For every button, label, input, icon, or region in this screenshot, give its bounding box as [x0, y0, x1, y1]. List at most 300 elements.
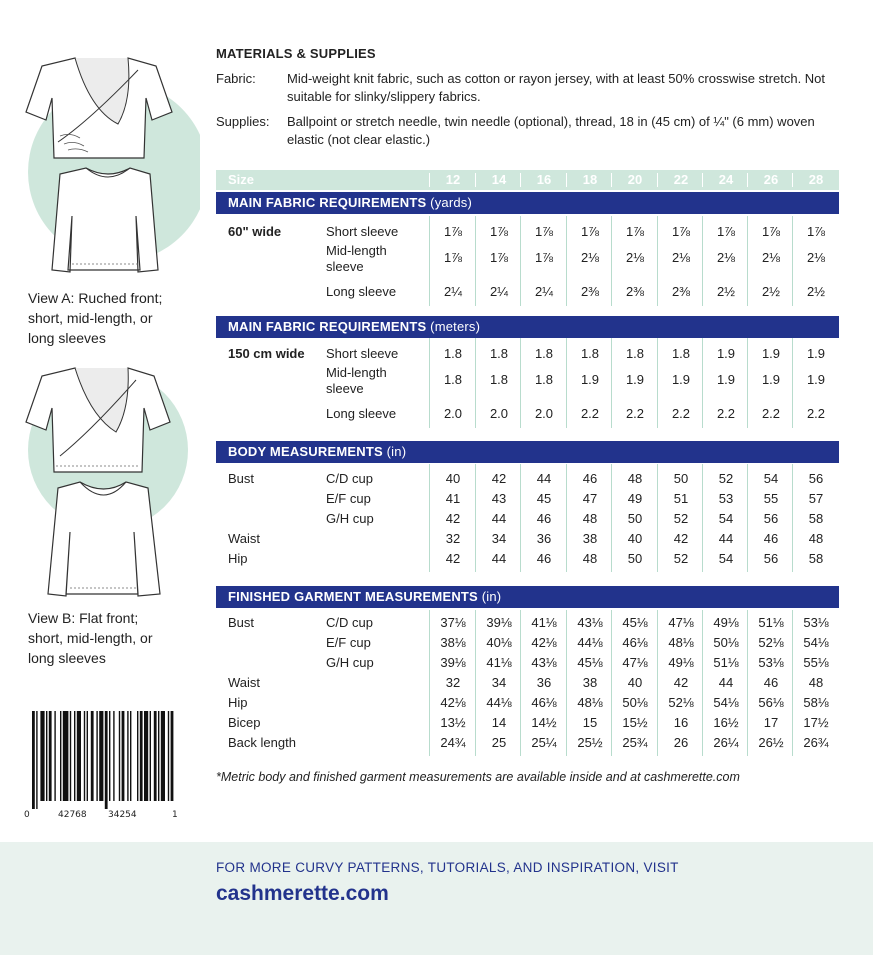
- finished-column-divider: [475, 610, 476, 756]
- body-cell: 41: [445, 491, 461, 506]
- body-cell: 58: [808, 511, 824, 526]
- finished-cell: 38: [582, 675, 598, 690]
- yards-cell: 1⅞: [443, 224, 463, 239]
- finished-cell: 48⅛: [668, 635, 694, 650]
- finished-column-divider: [429, 610, 430, 756]
- supplies-row: [216, 113, 827, 149]
- body-cell: 50: [673, 471, 689, 486]
- yards-cell: 1⅞: [761, 224, 781, 239]
- body-row-label: E/F cup: [326, 491, 371, 506]
- yards-cell: 1⅞: [625, 224, 645, 239]
- finished-column-divider: [747, 610, 748, 756]
- finished-cell: 48⅛: [577, 695, 603, 710]
- meters-row-label: Long sleeve: [326, 406, 397, 421]
- body-column-divider: [747, 464, 748, 572]
- meters-cell: 1.8: [489, 372, 509, 387]
- meters-cell: 1.9: [761, 372, 781, 387]
- barcode-bar: [127, 711, 128, 801]
- finished-cell: 52⅛: [668, 695, 694, 710]
- finished-cell: 53⅛: [803, 615, 829, 630]
- body-cell: 44: [718, 531, 734, 546]
- finished-cell: 50⅛: [622, 695, 648, 710]
- barcode-bar: [158, 711, 159, 801]
- size-28: 28: [808, 172, 824, 187]
- finished-cell: 52⅛: [758, 635, 784, 650]
- barcode-bar: [171, 711, 174, 801]
- meters-cell: 2.2: [671, 406, 691, 421]
- body-cell: 48: [582, 511, 598, 526]
- size-separator: [792, 173, 793, 187]
- finished-cell: 42: [673, 675, 689, 690]
- body-column-divider: [657, 464, 658, 572]
- meters-cell: 1.8: [534, 372, 554, 387]
- finished-row-label: C/D cup: [326, 615, 373, 630]
- finished-cell: 45⅛: [622, 615, 648, 630]
- yards-column-divider: [792, 216, 793, 306]
- yards-cell: 2⅜: [625, 284, 645, 299]
- body-column-divider: [429, 464, 430, 572]
- body-cell: 56: [808, 471, 824, 486]
- finished-cell: 17: [763, 715, 779, 730]
- meters-cell: 1.9: [716, 372, 736, 387]
- finished-cell: 42⅛: [440, 695, 466, 710]
- meters-cell: 2.2: [806, 406, 826, 421]
- finished-column-divider: [611, 610, 612, 756]
- body-column-divider: [566, 464, 567, 572]
- barcode-bar: [140, 711, 143, 801]
- yards-cell: 1⅞: [443, 250, 463, 265]
- body-cell: 46: [582, 471, 598, 486]
- barcode-bar: [60, 711, 61, 801]
- meters-cell: 2.2: [716, 406, 736, 421]
- body-cell: 44: [491, 551, 507, 566]
- finished-cell: 47⅛: [622, 655, 648, 670]
- size-12: 12: [445, 172, 461, 187]
- body-column-divider: [520, 464, 521, 572]
- body-column-divider: [611, 464, 612, 572]
- meters-cell: 2.0: [443, 406, 463, 421]
- size-separator: [702, 173, 703, 187]
- finished-cell: 36: [536, 675, 552, 690]
- body-cell: 52: [718, 471, 734, 486]
- yards-cell: 2⅜: [671, 284, 691, 299]
- meters-row-label: Mid-length sleeve: [326, 365, 387, 396]
- yards-cell: 2⅛: [580, 250, 600, 265]
- finished-section-unit: (in): [481, 589, 502, 604]
- meters-cell: 1.9: [671, 372, 691, 387]
- size-separator: [747, 173, 748, 187]
- finished-cell: 47⅛: [668, 615, 694, 630]
- barcode-bar: [63, 711, 69, 801]
- body-cell: 42: [445, 511, 461, 526]
- finished-cell: 48: [808, 675, 824, 690]
- footer: [0, 842, 873, 955]
- finished-cell: 24¾: [440, 735, 466, 750]
- body-cell: 56: [763, 551, 779, 566]
- finished-cell: 45⅛: [577, 655, 603, 670]
- barcode-bar: [113, 711, 114, 801]
- barcode-bar: [77, 711, 81, 801]
- body-cell: 54: [718, 551, 734, 566]
- finished-cell: 41⅛: [486, 655, 512, 670]
- yards-column-divider: [520, 216, 521, 306]
- finished-cell: 38⅛: [440, 635, 466, 650]
- meters-cell: 2.2: [761, 406, 781, 421]
- meters-column-divider: [657, 338, 658, 428]
- size-22: 22: [673, 172, 689, 187]
- finished-column-divider: [792, 610, 793, 756]
- finished-cell: 44: [718, 675, 734, 690]
- finished-cell: 25¾: [622, 735, 648, 750]
- size-24: 24: [718, 172, 734, 187]
- barcode-bar: [36, 711, 37, 809]
- body-row-label: C/D cup: [326, 471, 373, 486]
- barcode-bar: [49, 711, 52, 801]
- finished-cell: 58⅛: [803, 695, 829, 710]
- meters-row-label: Short sleeve: [326, 346, 399, 361]
- yards-cell: 2⅜: [580, 284, 600, 299]
- size-26: 26: [763, 172, 779, 187]
- finished-cell: 25: [491, 735, 507, 750]
- meters-cell: 1.9: [625, 372, 645, 387]
- size-16: 16: [536, 172, 552, 187]
- finished-cell: 37⅛: [440, 615, 466, 630]
- yards-cell: 1⅞: [489, 250, 509, 265]
- body-cell: 42: [491, 471, 507, 486]
- barcode-bar: [150, 711, 151, 801]
- body-cell: 46: [763, 531, 779, 546]
- yards-cell: 2⅛: [806, 250, 826, 265]
- supplies-text: Ballpoint or stretch needle, twin needle (optional), thread, 18 in (45 cm) of ¼" (6 mm) woven elastic (not clear elastic.): [287, 114, 815, 147]
- finished-row-group: Bicep: [228, 715, 261, 730]
- yards-width-label: 60" wide: [228, 224, 282, 239]
- body-column-divider: [702, 464, 703, 572]
- body-cell: 46: [536, 511, 552, 526]
- barcode-bar: [154, 711, 157, 801]
- meters-cell: 1.8: [489, 346, 509, 361]
- finished-cell: 16: [673, 715, 689, 730]
- meters-cell: 2.2: [580, 406, 600, 421]
- body-cell: 47: [582, 491, 598, 506]
- meters-column-divider: [475, 338, 476, 428]
- meters-column-divider: [520, 338, 521, 428]
- body-section-unit: (in): [386, 444, 407, 459]
- size-18: 18: [582, 172, 598, 187]
- meters-cell: 1.9: [806, 346, 826, 361]
- finished-cell: 26½: [758, 735, 784, 750]
- body-column-divider: [475, 464, 476, 572]
- barcode-digit-group-2: 34254: [108, 810, 137, 820]
- size-separator: [475, 173, 476, 187]
- finished-cell: 34: [491, 675, 507, 690]
- view-a-illustration: [20, 40, 200, 280]
- size-label: Size: [228, 172, 255, 187]
- finished-cell: 46: [763, 675, 779, 690]
- body-cell: 55: [763, 491, 779, 506]
- materials-title: MATERIALS & SUPPLIES: [216, 46, 376, 61]
- finished-cell: 14: [491, 715, 507, 730]
- finished-cell: 32: [445, 675, 461, 690]
- finished-cell: 55⅛: [803, 655, 829, 670]
- meters-section-title: MAIN FABRIC REQUIREMENTS: [228, 319, 427, 334]
- finished-cell: 39⅛: [440, 655, 466, 670]
- body-cell: 44: [536, 471, 552, 486]
- meters-cell: 1.8: [580, 346, 600, 361]
- finished-cell: 46⅛: [622, 635, 648, 650]
- yards-column-divider: [657, 216, 658, 306]
- meters-cell: 1.8: [534, 346, 554, 361]
- meters-column-divider: [702, 338, 703, 428]
- finished-cell: 25¼: [531, 735, 557, 750]
- body-cell: 42: [673, 531, 689, 546]
- finished-cell: 15½: [622, 715, 648, 730]
- body-cell: 57: [808, 491, 824, 506]
- barcode-bar: [74, 711, 75, 801]
- barcode-digit-group-1: 42768: [58, 810, 87, 820]
- barcode-bar: [161, 711, 165, 801]
- finished-row-group: Waist: [228, 675, 261, 690]
- body-cell: 58: [808, 551, 824, 566]
- body-cell: 52: [673, 511, 689, 526]
- body-row-group: Waist: [228, 531, 261, 546]
- body-cell: 46: [536, 551, 552, 566]
- finished-cell: 44⅛: [577, 635, 603, 650]
- barcode-bar: [96, 711, 97, 801]
- size-separator: [520, 173, 521, 187]
- finished-cell: 43⅛: [577, 615, 603, 630]
- body-row-group: Bust: [228, 471, 255, 486]
- footer-website-link[interactable]: cashmerette.com: [216, 882, 389, 905]
- meters-cell: 2.2: [625, 406, 645, 421]
- barcode-digit-0: 0: [24, 810, 30, 820]
- barcode-bar: [144, 711, 148, 801]
- yards-column-divider: [702, 216, 703, 306]
- meters-column-divider: [566, 338, 567, 428]
- body-cell: 36: [536, 531, 552, 546]
- size-separator: [566, 173, 567, 187]
- supplies-label: Supplies:: [216, 114, 270, 129]
- body-cell: 45: [536, 491, 552, 506]
- body-cell: 43: [491, 491, 507, 506]
- yards-cell: 2¼: [489, 284, 509, 299]
- body-section-title: BODY MEASUREMENTS: [228, 444, 383, 459]
- finished-cell: 26: [673, 735, 689, 750]
- yards-section-title: MAIN FABRIC REQUIREMENTS: [228, 195, 427, 210]
- finished-cell: 15: [582, 715, 598, 730]
- fabric-label: Fabric:: [216, 71, 256, 86]
- yards-column-divider: [747, 216, 748, 306]
- body-column-divider: [792, 464, 793, 572]
- body-cell: 40: [627, 531, 643, 546]
- body-cell: 32: [445, 531, 461, 546]
- yards-cell: 1⅞: [534, 250, 554, 265]
- barcode-bar: [119, 711, 120, 801]
- finished-cell: 54⅛: [713, 695, 739, 710]
- meters-section-unit: (meters): [430, 319, 481, 334]
- meters-cell: 1.8: [443, 372, 463, 387]
- body-cell: 48: [627, 471, 643, 486]
- meters-column-divider: [429, 338, 430, 428]
- meters-section-header: [216, 316, 839, 338]
- size-header: [216, 170, 839, 190]
- meters-cell: 1.8: [625, 346, 645, 361]
- finished-column-divider: [566, 610, 567, 756]
- finished-cell: 49⅛: [713, 615, 739, 630]
- body-cell: 49: [627, 491, 643, 506]
- meters-column-divider: [747, 338, 748, 428]
- body-section-header: [216, 441, 839, 463]
- finished-section-header: [216, 586, 839, 608]
- yards-cell: 2¼: [534, 284, 554, 299]
- barcode-bar: [54, 711, 55, 801]
- barcode-bar: [91, 711, 94, 801]
- finished-cell: 49⅛: [668, 655, 694, 670]
- finished-cell: 16½: [713, 715, 739, 730]
- size-separator: [611, 173, 612, 187]
- yards-section-header: [216, 192, 839, 214]
- meters-cell: 1.9: [716, 346, 736, 361]
- body-cell: 48: [808, 531, 824, 546]
- fabric-row: [216, 70, 827, 106]
- barcode: [26, 709, 176, 809]
- yards-cell: 2⅛: [761, 250, 781, 265]
- barcode-bar: [122, 711, 125, 801]
- size-20: 20: [627, 172, 643, 187]
- finished-row-group: Bust: [228, 615, 255, 630]
- barcode-bar: [32, 711, 35, 809]
- view-b-label: View B: Flat front; short, mid-length, or long sleeves: [28, 610, 153, 666]
- yards-row-label: Short sleeve: [326, 224, 399, 239]
- yards-column-divider: [429, 216, 430, 306]
- body-cell: 44: [491, 511, 507, 526]
- yards-cell: 1⅞: [489, 224, 509, 239]
- yards-row-label: Long sleeve: [326, 284, 397, 299]
- finished-cell: 40⅛: [486, 635, 512, 650]
- finished-row-label: E/F cup: [326, 635, 371, 650]
- meters-width-label: 150 cm wide: [228, 346, 305, 361]
- finished-cell: 39⅛: [486, 615, 512, 630]
- fabric-text: Mid-weight knit fabric, such as cotton or rayon jersey, with at least 50% crosswise stretch. Not suitable for slinky/slippery fabrics.: [287, 71, 826, 104]
- finished-cell: 42⅛: [531, 635, 557, 650]
- barcode-bar: [87, 711, 88, 801]
- barcode-bar: [84, 711, 85, 801]
- yards-cell: 2⅛: [716, 250, 736, 265]
- body-cell: 50: [627, 551, 643, 566]
- finished-cell: 44⅛: [486, 695, 512, 710]
- body-cell: 34: [491, 531, 507, 546]
- finished-row-group: Hip: [228, 695, 248, 710]
- size-separator: [657, 173, 658, 187]
- finished-cell: 41⅛: [531, 615, 557, 630]
- barcode-digit-check: 1: [172, 810, 178, 820]
- yards-column-divider: [566, 216, 567, 306]
- yards-cell: 1⅞: [716, 224, 736, 239]
- meters-cell: 1.9: [580, 372, 600, 387]
- yards-cell: 1⅞: [580, 224, 600, 239]
- yards-section-unit: (yards): [430, 195, 473, 210]
- yards-cell: 1⅞: [534, 224, 554, 239]
- finished-column-divider: [520, 610, 521, 756]
- yards-cell: 2⅛: [625, 250, 645, 265]
- yards-cell: 2¼: [443, 284, 463, 299]
- body-row-label: G/H cup: [326, 511, 374, 526]
- finished-cell: 13½: [440, 715, 466, 730]
- meters-cell: 1.9: [806, 372, 826, 387]
- finished-cell: 50⅛: [713, 635, 739, 650]
- body-row-group: Hip: [228, 551, 248, 566]
- finished-column-divider: [657, 610, 658, 756]
- finished-row-group: Back length: [228, 735, 296, 750]
- finished-cell: 46⅛: [531, 695, 557, 710]
- body-cell: 48: [582, 551, 598, 566]
- meters-cell: 1.8: [671, 346, 691, 361]
- finished-cell: 25½: [577, 735, 603, 750]
- body-cell: 54: [763, 471, 779, 486]
- meters-cell: 1.9: [761, 346, 781, 361]
- body-cell: 38: [582, 531, 598, 546]
- finished-cell: 51⅛: [758, 615, 784, 630]
- meters-cell: 2.0: [489, 406, 509, 421]
- barcode-bar: [99, 711, 103, 801]
- barcode-bar: [130, 711, 131, 801]
- finished-row-label: G/H cup: [326, 655, 374, 670]
- view-a-label: View A: Ruched front; short, mid-length, or long sleeves: [28, 290, 163, 346]
- yards-column-divider: [475, 216, 476, 306]
- yards-cell: 2½: [806, 284, 826, 299]
- body-cell: 54: [718, 511, 734, 526]
- body-cell: 56: [763, 511, 779, 526]
- meters-cell: 2.0: [534, 406, 554, 421]
- footer-tagline: FOR MORE CURVY PATTERNS, TUTORIALS, AND INSPIRATION, VISIT: [216, 860, 679, 875]
- body-cell: 50: [627, 511, 643, 526]
- finished-cell: 54⅛: [803, 635, 829, 650]
- yards-column-divider: [611, 216, 612, 306]
- body-cell: 53: [718, 491, 734, 506]
- finished-cell: 40: [627, 675, 643, 690]
- barcode-bar: [46, 711, 47, 801]
- yards-row-label: Mid-length sleeve: [326, 243, 387, 274]
- finished-cell: 51⅛: [713, 655, 739, 670]
- finished-section-title: FINISHED GARMENT MEASUREMENTS: [228, 589, 478, 604]
- yards-cell: 1⅞: [671, 224, 691, 239]
- size-14: 14: [491, 172, 507, 187]
- barcode-bar: [105, 711, 108, 809]
- body-cell: 42: [445, 551, 461, 566]
- finished-cell: 56⅛: [758, 695, 784, 710]
- finished-cell: 53⅛: [758, 655, 784, 670]
- yards-cell: 2½: [716, 284, 736, 299]
- yards-cell: 2½: [761, 284, 781, 299]
- yards-cell: 1⅞: [806, 224, 826, 239]
- finished-cell: 26¾: [803, 735, 829, 750]
- body-cell: 51: [673, 491, 689, 506]
- finished-cell: 17½: [803, 715, 829, 730]
- metric-note: *Metric body and finished garment measurements are available inside and at cashmerette.com: [216, 770, 740, 784]
- meters-column-divider: [611, 338, 612, 428]
- barcode-bar: [70, 711, 71, 801]
- finished-cell: 14½: [531, 715, 557, 730]
- finished-cell: 26¼: [713, 735, 739, 750]
- meters-column-divider: [792, 338, 793, 428]
- finished-column-divider: [702, 610, 703, 756]
- yards-cell: 2⅛: [671, 250, 691, 265]
- barcode-bar: [109, 711, 110, 801]
- barcode-bar: [168, 711, 169, 801]
- finished-cell: 43⅛: [531, 655, 557, 670]
- barcode-bar: [137, 711, 138, 801]
- meters-cell: 1.8: [443, 346, 463, 361]
- barcode-bar: [40, 711, 44, 801]
